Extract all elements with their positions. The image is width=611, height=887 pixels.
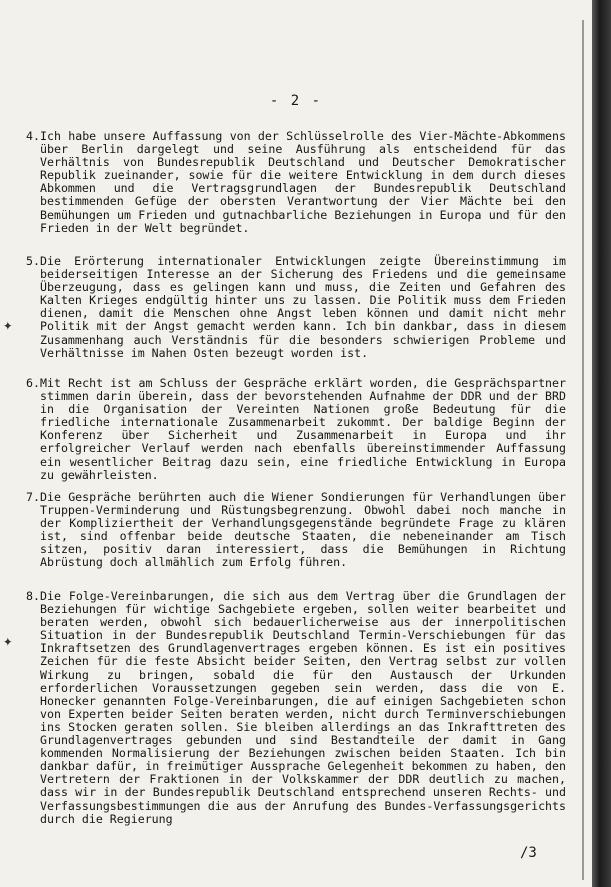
paragraph-number: 6. (26, 376, 40, 390)
punch-hole-icon: ✦ (3, 315, 13, 334)
paragraph-text: Mit Recht ist am Schluss der Gespräche erklärt worden, die Gesprächspartner stimmen darin überein, dass der bevorstehenden Aufnahme der DDR und der BRD in die Organisation der Vereinten Nationen große Bedeutung für die friedliche internationale Zusammenarbeit zukommt. Der baldige Beginn der Konferenz über Sicherheit und Zusammenarbeit in Europa und ihr erfolgreicher Verlauf werden nach ebenfalls übereinstimmender Auffassung ein wesentlicher Beitrag dazu sein, eine friedliche Entwicklung in Europa zu gewährleisten. (40, 376, 566, 482)
page-number: - 2 - (269, 93, 323, 109)
paragraph-number: 8. (26, 589, 40, 603)
punch-hole-icon: ✦ (3, 631, 13, 650)
continuation-marker: /3 (520, 845, 537, 861)
paragraph-number: 4. (26, 129, 40, 143)
paragraph-number: 5. (26, 254, 40, 268)
paragraph-number: 7. (26, 490, 40, 504)
paragraph-text: Die Gespräche berührten auch die Wiener Sondierungen für Verhandlungen über Truppen-Verminderung und Rüstungsbegrenzung. Obwohl dabei noch manche in der Kompliziertheit der Verhandlungsgegenstände begründete Frage zu klären ist, sind offenbar beide deutsche Staaten, die nebeneinander am Tisch sitzen, positiv daran interessiert, dass die Bemühungen in Richtung Abrüstung doch allmählich zum Erfolg führen. (40, 490, 566, 570)
paragraph-text: Die Folge-Vereinbarungen, die sich aus dem Vertrag über die Grundlagen der Beziehungen für wichtige Sachgebiete ergeben, sollen weiter bearbeitet und beraten werden, obwohl sich bedauerlicherweise aus der innerpolitischen Situation in der Bundesrepublik Deutschland Termin-Verschiebungen für das Inkraftsetzen des Grundlagenvertrages ergeben können. Es ist ein positives Zeichen für die feste Absicht beider Seiten, den Vertrag selbst zur vollen Wirkung zu bringen, sobald die für den Austausch der Urkunden erforderlichen Voraussetzungen gegeben sein werden, dass die von E. Honecker genannten Folge-Vereinbarungen, die auf einigen Sachgebieten schon von Experten beider Seiten beraten werden, nicht durch Terminverschiebungen ins Stocken geraten sollen. Sie bleiben allerdings an das Inkrafttreten des Grundlagenvertrages gebunden und sind Bestandteile der damit in Gang kommenden Normalisierung der Beziehungen zwischen beiden Staaten. Ich bin dankbar dafür, in freimütiger Aussprache Gelegenheit bekommen zu haben, den Vertretern der Fraktionen in der Volkskammer der DDR deutlich zu machen, dass wir in der Bundesrepublik Deutschland entsprechend unseren Rechts- und Verfassungsbestimmungen die aus der Anrufung des Bundes-Verfassungsgerichts durch die Regierung (40, 589, 566, 826)
page-edge-line (582, 20, 584, 880)
paragraph-7 (26, 491, 566, 570)
paragraph-text: Ich habe unsere Auffassung von der Schlüsselrolle des Vier-Mächte-Abkommens über Berlin dargelegt und seine Ausführung als entscheidend für das Verhältnis von Bundesrepublik Deutschland und Deutscher Demokratischer Republik zueinander, sowie für die weitere Entwicklung in dem durch dieses Abkommen und die Vertragsgrundlagen der Bundesrepublik Deutschland bestimmenden Gefüge der obersten Verantwortung der Vier Mächte bei den Bemühungen um Frieden und gutnachbarliche Beziehungen in Europa und für den Frieden in der Welt begründet. (40, 129, 566, 235)
paragraph-8 (26, 590, 566, 826)
paragraph-4 (26, 130, 566, 235)
paragraph-5 (26, 255, 566, 360)
paragraph-text: Die Erörterung internationaler Entwicklungen zeigte Übereinstimmung im beiderseitigen Interesse an der Sicherung des Friedens und die gemeinsame Überzeugung, dass es gelingen kann und muss, die Zeiten und Gefahren des Kalten Krieges endgültig hinter uns zu lassen. Die Politik muss dem Frieden dienen, damit die Menschen ohne Angst leben können und damit nicht mehr Politik mit der Angst gemacht werden kann. Ich bin dankbar, dass in diesem Zusammenhang auch Verständnis für die besonders schwierigen Probleme und Verhältnisse im Nahen Osten bezeugt worden ist. (40, 254, 566, 360)
paragraph-6 (26, 377, 566, 482)
scan-border (592, 0, 611, 887)
